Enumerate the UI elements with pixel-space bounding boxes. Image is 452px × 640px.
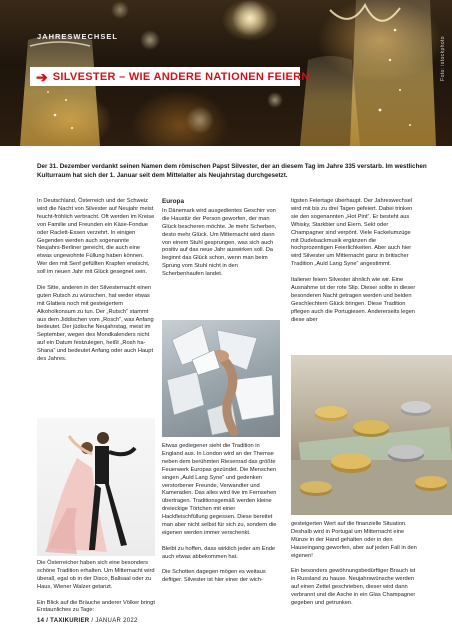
waltz-couple-illustration	[37, 418, 155, 556]
column-2-top	[162, 198, 280, 287]
paragraph: tigsten Feiertage überhaupt. Der Jahreswechsel wird mit bis zu drei Tagen gefeiert. Dabei trinken sie den sogenannten „Hot Pint“. Er besteht aus Whisky, Starkbier und Eiern. Sekt oder Champagner sind verpönt. Viele Fackelumzüge mit Dudelsackmusik ergänzen die hochprozentigen Feierlichkeiten. Aber auch hier wird Silvester um Mitternacht ganz in britischer Tradition „Auld Lang Syne“ angestimmt.	[291, 198, 413, 268]
photo-credit: Foto: istockphoto	[440, 36, 446, 81]
column-1-top	[37, 198, 155, 372]
coins-illustration	[291, 355, 452, 515]
column-2-bottom	[162, 443, 280, 593]
page-footer	[37, 618, 138, 624]
hero-image-champagne-glasses	[0, 0, 452, 146]
subheading-europa: Europa	[162, 198, 185, 205]
lead-paragraph: Der 31. Dezember verdankt seinen Namen dem römischen Papst Silvester, der an diesem Tag im Jahre 335 verstarb. Im westlichen Kulturraum hat sich der 1. Januar seit dem Mittelalter als Neujahrstag durchgesetzt.	[37, 163, 427, 179]
paragraph: Etwas gediegener sieht die Tradition in England aus. In London wird an der Themse neben dem berühmten Riesenrad das größte Feuerwerk Europas gezündet. Die Menschen singen „Auld Lang Syne“ und gedenken verstorbener Freunde, Verwandter und Kameraden. Das alles wird live im Fernsehen übertragen. Traditionsgemäß werden kleine dreieckige Törtchen mit einer Hackfleischfüllung gegessen. Diese bereitet man aber nicht selbst für sich zu, sondern die eigenen werden immer verschenkt.	[162, 443, 277, 536]
paragraph: gesteigerten Wert auf die finanzielle Situation. Deshalb wird in Portugal um Mitternacht eine Münze in der Hand gehalten oder in den Hauseingang geworfen, aber auf jeden Fall in den eigenen!	[291, 521, 417, 559]
paragraph: Ein besonders gewöhnungsbedürftiger Brauch ist in Russland zu hause. Neujahrswünsche werden auf einen Zettel geschrieben, dieser wird dann verbrannt und die Asche in ein Glas Champagner gegeben und getrunken.	[291, 568, 416, 607]
column-3-bottom	[291, 521, 417, 616]
broken-plates-photo	[162, 320, 280, 437]
column-1-bottom	[37, 560, 155, 623]
column-3-top	[291, 198, 417, 332]
coins-and-banknotes-photo	[291, 355, 452, 515]
paragraph: Italiener feiern Silvester ähnlich wie wir. Eine Ausnahme ist der rote Slip. Dieser sollte in dieser besonderen Nacht getragen werden und beiden Geschlechtern Glück bringen. Diese Tradition pflegen auch die Portugiesen. Andererseits legen diese aber	[291, 277, 416, 323]
headline-bar	[30, 67, 310, 86]
magazine-name: / TAXIKURIER	[46, 618, 90, 624]
paragraph: In Deutschland, Österreich und der Schweiz wird die Nacht von Silvester auf Neujahr meist feucht-fröhlich verbracht. Oft werden im Kreise von Familie und Freunden ein Käse-Fondue oder Raclett-Essen verzehrt. In einigen Gegenden werden auch sogenannte Neujahrs-Berliner gereicht, die auch eine etwas ungewohnte Füllung haben können. Wer den mit Senf gefüllten Krapfen erwischt, soll im neuen Jahr mit Glück gesegnet sein.	[37, 198, 155, 276]
paragraph: Die Sitte, anderen in der Silvesternacht einen guten Rutsch zu wünschen, hat weder etwas mit Glatteis noch mit gesteigertem Alkoholkonsum zu tun. Der „Rutsch“ stammt aus dem Jiddischen vom „Rosch“, was Anfang bedeutet. Der jüdische Neujahrstag, meist im September, wegen des Mondkalenders nicht auf ein Datum festzulegen, heißt „Rosh ha-Shana“ und bedeutet Anfang oder auch Haupt des Jahres.	[37, 284, 154, 363]
headline: SILVESTER – WIE ANDERE NATIONEN FEIERN	[52, 70, 310, 83]
issue-date: / JANUAR 2022	[91, 618, 138, 624]
dancing-couple-photo	[37, 418, 155, 556]
paragraph: Die Österreicher haben sich eine besonders schöne Tradition erhalten. Um Mitternacht wird überall, egal ob in der Disco, Ballsaal oder zu Haus, Wiener Walzer getanzt.	[37, 560, 155, 590]
page-number: 14	[37, 618, 45, 624]
arrow-right-icon: ➔	[36, 68, 48, 85]
paragraph: Die Schotten dagegen mögen es weitaus deftiger. Silvester ist hier einer der wich-	[162, 569, 266, 584]
broken-plates-illustration	[162, 320, 280, 437]
paragraph: In Dänemark wird ausgedientes Geschirr von die Haustür der Person geworfen, der man Glück bescheren möchte. Je mehr Scherben, desto mehr Glück. Um Mitternacht wird dann von einem Stuhl gesprungen, was sich auch positiv auf das neue Jahr auswirken soll. Da beginnt das Glück schon, wenn man beim Sprung vom Stuhl nicht in den Scherbenhaufen landet.	[162, 207, 277, 278]
paragraph: Bleibt zu hoffen, dass wirklich jeder am Ende auch etwas abbekommen hat.	[162, 545, 276, 560]
paragraph: Ein Blick auf die Bräuche anderer Völker bringt Erstaunliches zu Tage:	[37, 599, 155, 614]
section-label: JAHRESWECHSEL	[37, 32, 118, 41]
